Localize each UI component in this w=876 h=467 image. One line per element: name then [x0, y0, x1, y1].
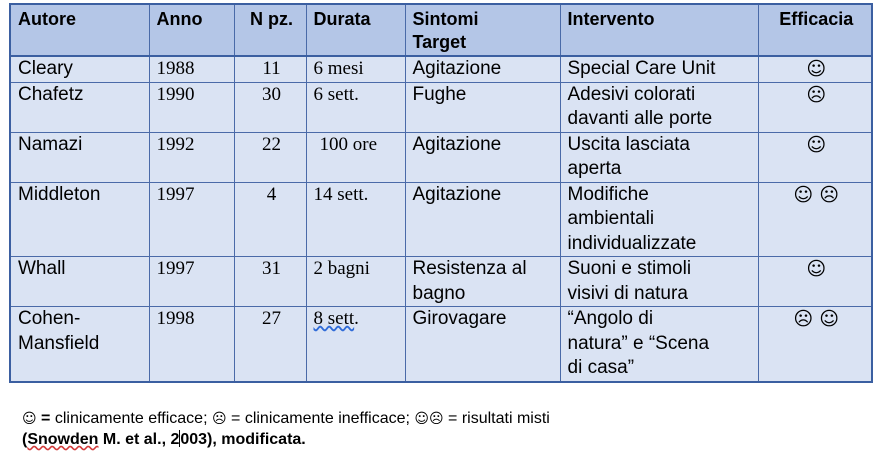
cell-duration: 6 mesi	[306, 56, 405, 82]
table-row	[10, 82, 872, 132]
cell-symptom: Agitazione	[405, 182, 560, 257]
intervention-line: visivi di natura	[567, 282, 688, 304]
cell-year: 1988	[149, 56, 234, 82]
cell-efficacy: ☺	[758, 56, 872, 82]
legend-mixed: = risultati misti	[443, 410, 550, 427]
intervention-line: davanti alle porte	[567, 108, 713, 129]
cell-efficacy: ☺	[758, 257, 872, 307]
cell-efficacy: ☺ ☹	[758, 182, 872, 257]
cell-duration: 100 ore	[306, 132, 405, 182]
cell-year: 1997	[149, 182, 234, 257]
duration-spellcheck-word: 8 sett	[313, 308, 355, 329]
table-row	[10, 56, 872, 82]
cell-intervention	[560, 182, 758, 257]
cell-author: Whall	[10, 257, 149, 307]
intervention-line: “Angolo di	[567, 308, 654, 329]
symptom-line: bagno	[412, 282, 466, 304]
cell-efficacy: ☹	[758, 82, 872, 132]
cell-n: 11	[234, 56, 306, 82]
header-n: N pz.	[234, 4, 306, 56]
cell-duration: 14 sett.	[306, 182, 405, 257]
citation-author: Snowden	[27, 431, 99, 448]
smiley-icon: ☺	[22, 411, 37, 427]
header-intervention: Intervento	[560, 4, 758, 56]
cell-year: 1990	[149, 82, 234, 132]
header-year: Anno	[149, 4, 234, 56]
cell-intervention	[560, 132, 758, 182]
cell-author	[10, 307, 149, 382]
intervention-line: natura” e “Scena	[567, 332, 710, 354]
cell-year: 1998	[149, 307, 234, 382]
cell-year: 1992	[149, 132, 234, 182]
cell-n: 4	[234, 182, 306, 257]
cell-author: Chafetz	[10, 82, 149, 132]
header-duration: Durata	[306, 4, 405, 56]
intervention-line: Adesivi colorati	[567, 83, 696, 105]
citation-open: (	[22, 431, 28, 448]
cell-duration: 2 bagni	[306, 257, 405, 307]
intervention-line: individualizzate	[567, 232, 697, 254]
header-symptoms	[405, 4, 560, 56]
intervention-line: Suoni e stimoli	[567, 258, 692, 279]
cell-author: Middleton	[10, 182, 149, 257]
cell-n: 31	[234, 257, 306, 307]
mixed-icon: ☺☹	[414, 411, 444, 427]
header-row	[10, 4, 872, 56]
cell-symptom	[405, 257, 560, 307]
cell-symptom: Fughe	[405, 82, 560, 132]
symptom-line: Resistenza al	[412, 258, 527, 279]
citation-rest1: M. et al., 2	[98, 431, 180, 448]
cell-duration	[306, 307, 405, 382]
cell-efficacy: ☹ ☺	[758, 307, 872, 382]
cell-intervention	[560, 257, 758, 307]
legend	[22, 408, 550, 430]
legend-good: clinicamente efficace;	[54, 410, 212, 427]
header-efficacy: Efficacia	[758, 4, 872, 56]
cell-year: 1997	[149, 257, 234, 307]
intervention-line: di casa”	[567, 357, 635, 378]
table-row	[10, 182, 872, 257]
cell-n: 27	[234, 307, 306, 382]
citation-rest2: 003), modificata.	[180, 431, 306, 448]
cell-n: 22	[234, 132, 306, 182]
legend-eq: =	[36, 410, 55, 427]
legend-bad: = clinicamente inefficace;	[226, 410, 415, 427]
cell-n: 30	[234, 82, 306, 132]
cell-intervention: Special Care Unit	[560, 56, 758, 82]
table-row	[10, 307, 872, 382]
cell-symptom: Agitazione	[405, 132, 560, 182]
cell-duration: 6 sett.	[306, 82, 405, 132]
duration-dot: .	[354, 308, 359, 329]
cell-intervention	[560, 307, 758, 382]
cell-symptom: Girovagare	[405, 307, 560, 382]
studies-table	[9, 3, 873, 383]
header-author: Autore	[10, 4, 149, 56]
cell-efficacy: ☺	[758, 132, 872, 182]
frown-icon: ☹	[211, 411, 227, 427]
intervention-line: aperta	[567, 158, 622, 179]
author-line: Mansfield	[18, 332, 100, 354]
cell-author: Namazi	[10, 132, 149, 182]
citation	[22, 429, 306, 450]
intervention-line: Modifiche	[567, 183, 649, 205]
table-row	[10, 132, 872, 182]
cell-intervention	[560, 82, 758, 132]
author-line: Cohen-	[18, 308, 81, 329]
cell-symptom: Agitazione	[405, 56, 560, 82]
header-symptoms-l1: Sintomi	[412, 9, 479, 29]
table-row	[10, 257, 872, 307]
cell-author: Cleary	[10, 56, 149, 82]
intervention-line: ambientali	[567, 208, 655, 229]
header-symptoms-l2: Target	[412, 32, 467, 52]
intervention-line: Uscita lasciata	[567, 133, 690, 155]
